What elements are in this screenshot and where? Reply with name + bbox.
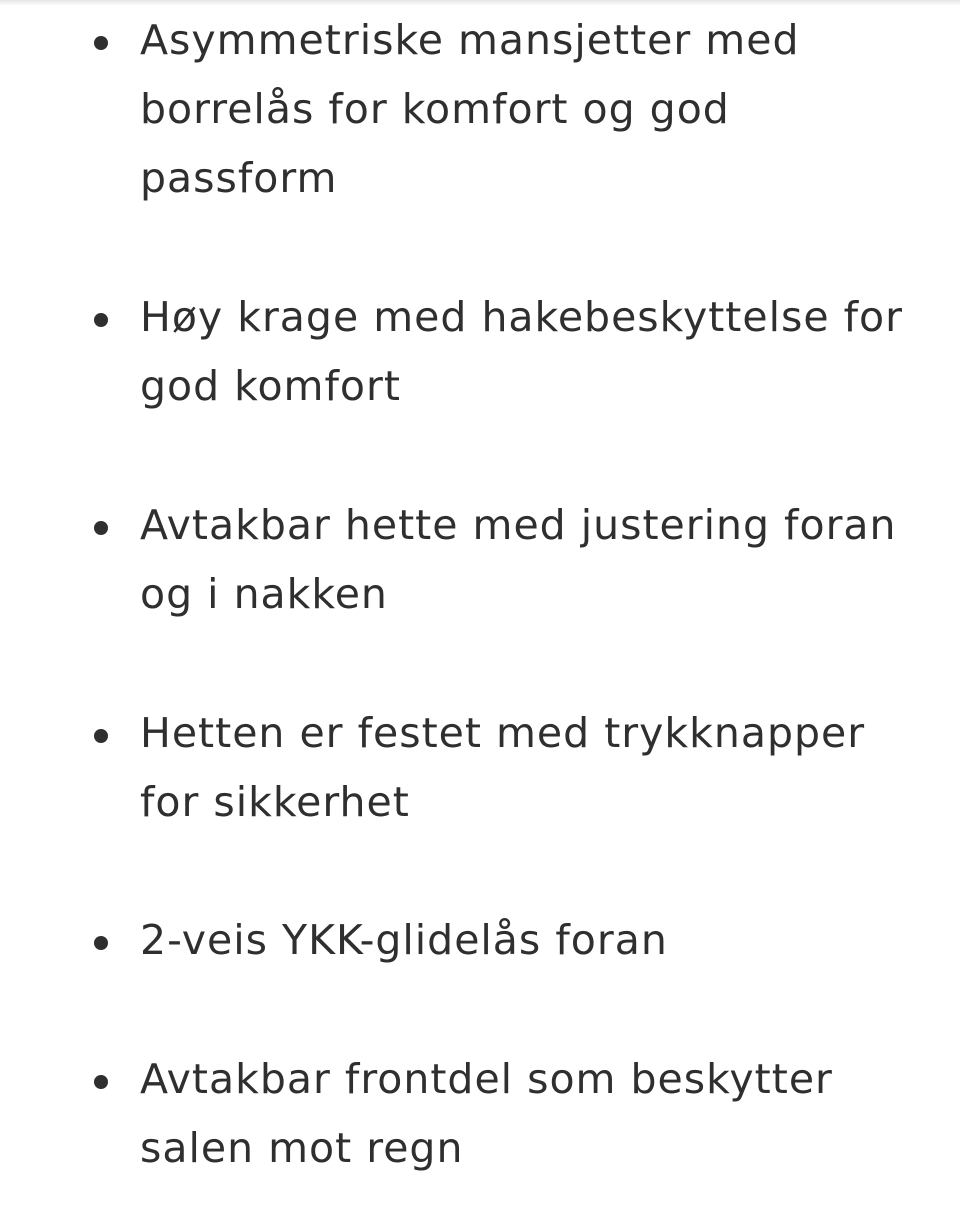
list-item-text: Avtakbar hette med justering foran og i nakken xyxy=(140,501,897,618)
list-item-text: Hetten er festet med trykknapper for sikkerhet xyxy=(140,709,866,826)
bullet-icon xyxy=(94,729,108,743)
bullet-icon xyxy=(94,1075,108,1089)
list-item xyxy=(140,906,930,975)
list-item-text: Asymmetriske mansjetter med borrelås for komfort og god passform xyxy=(140,16,800,202)
list-item xyxy=(140,1045,930,1183)
bullet-icon xyxy=(94,936,108,950)
bullet-icon xyxy=(94,521,108,535)
list-item-text: Avtakbar frontdel som beskytter salen mot regn xyxy=(140,1055,833,1172)
list-item xyxy=(140,283,930,421)
list-item-text: 2-veis YKK-glidelås foran xyxy=(140,916,668,964)
list-item xyxy=(140,6,930,213)
bullet-icon xyxy=(94,36,108,50)
list-item-text: Høy krage med hakebeskyttelse for god komfort xyxy=(140,293,903,410)
list-item xyxy=(140,491,930,629)
list-item xyxy=(140,699,930,837)
bullet-icon xyxy=(94,313,108,327)
